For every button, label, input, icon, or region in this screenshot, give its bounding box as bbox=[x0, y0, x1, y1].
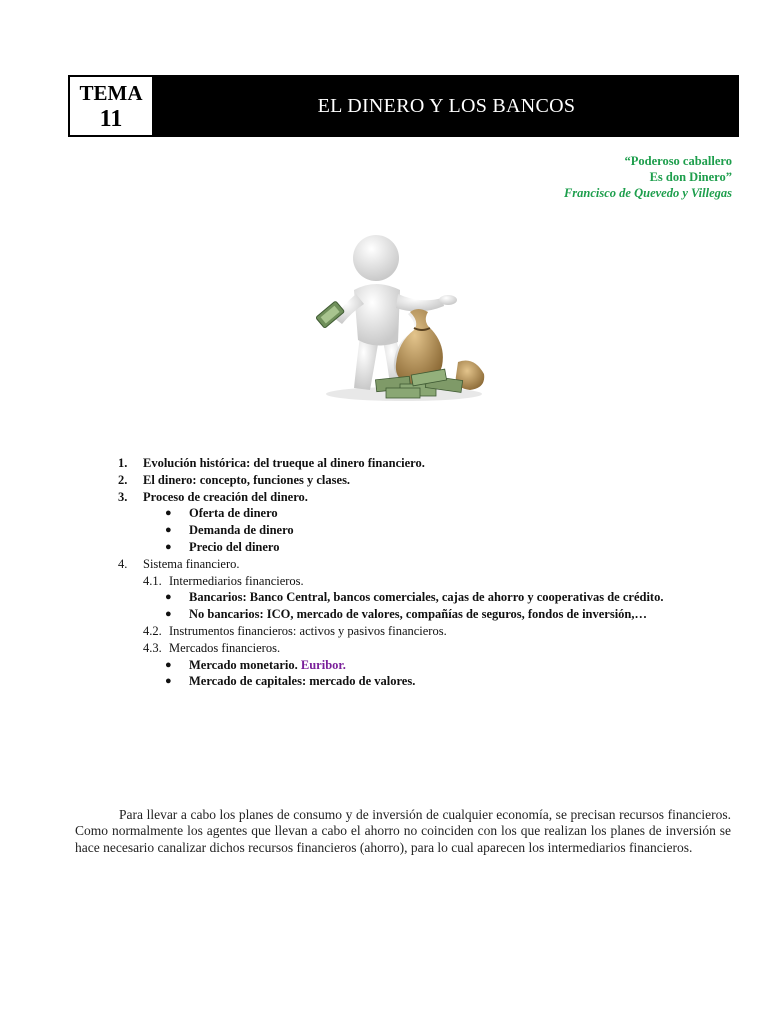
page-title: EL DINERO Y LOS BANCOS bbox=[317, 95, 576, 117]
item-number: 3. bbox=[118, 489, 128, 504]
bullet-item bbox=[165, 505, 738, 522]
item-text: Sistema financiero. bbox=[143, 556, 240, 571]
item-text: El dinero: concepto, funciones y clases. bbox=[143, 472, 351, 487]
bullet-item bbox=[165, 589, 738, 606]
contents-outline bbox=[118, 455, 738, 690]
bullet-icon: ● bbox=[165, 608, 172, 621]
euribor-highlight: Euribor. bbox=[300, 657, 346, 672]
bullet-item bbox=[165, 522, 738, 539]
bullet-item bbox=[165, 657, 738, 674]
tema-number: 11 bbox=[99, 106, 123, 132]
bullet-icon: ● bbox=[165, 675, 172, 688]
subitem-text: Mercados financieros. bbox=[169, 640, 281, 655]
bullet-text: Mercado de capitales: mercado de valores. bbox=[189, 674, 416, 689]
outline-subitem-4-2 bbox=[143, 623, 738, 640]
bullet-text: Oferta de dinero bbox=[189, 506, 278, 521]
item-text: Proceso de creación del dinero. bbox=[143, 489, 308, 504]
bullet-item bbox=[165, 673, 738, 690]
subitem-number: 4.1. bbox=[143, 573, 162, 588]
bullet-text-prefix: Mercado monetario. bbox=[189, 657, 298, 672]
bullet-icon: ● bbox=[165, 524, 172, 537]
quote-line-1: “Poderoso caballero bbox=[624, 154, 732, 168]
tema-label: TEMA bbox=[79, 81, 143, 105]
outline-item-3 bbox=[118, 489, 738, 506]
subitem-text: Intermediarios financieros. bbox=[169, 573, 304, 588]
outline-item-2 bbox=[118, 472, 738, 489]
quote-author: Francisco de Quevedo y Villegas bbox=[563, 186, 732, 200]
outline-item-1 bbox=[118, 455, 738, 472]
subitem-number: 4.2. bbox=[143, 623, 162, 638]
outline-subitem-4-1 bbox=[143, 573, 738, 590]
item-number: 4. bbox=[118, 556, 128, 571]
item-number: 1. bbox=[118, 456, 128, 470]
bullet-text: Precio del dinero bbox=[189, 539, 280, 554]
outline-item-4 bbox=[118, 556, 738, 573]
bullet-text bbox=[189, 658, 346, 672]
bullet-text: Bancarios: Banco Central, bancos comerciales, cajas de ahorro y cooperativas de crédito. bbox=[189, 590, 664, 605]
bullet-text: No bancarios: ICO, mercado de valores, compañías de seguros, fondos de inversión,… bbox=[189, 607, 648, 622]
bullet-icon: ● bbox=[165, 591, 172, 604]
bullet-icon: ● bbox=[165, 540, 172, 553]
title-banner bbox=[68, 75, 739, 137]
person-with-money-icon bbox=[316, 228, 492, 406]
subitem-number: 4.3. bbox=[143, 640, 162, 655]
bullet-text: Demanda de dinero bbox=[189, 523, 294, 538]
bullet-item bbox=[165, 606, 738, 623]
epigraph-quote bbox=[564, 153, 732, 201]
intro-paragraph: Para llevar a cabo los planes de consumo y de inversión de cualquier economía, se precisan recursos financieros. Como normalmente los agentes que llevan a cabo el ahorro no coinciden con los que realizan los planes de inversión se hace necesario canalizar dichos recursos financieros (ahorro), para lo cual aparecen los intermediarios financieros. bbox=[75, 806, 731, 855]
bullet-icon: ● bbox=[165, 658, 172, 671]
outline-subitem-4-3 bbox=[143, 640, 738, 657]
quote-line-2: Es don Dinero” bbox=[649, 170, 732, 184]
item-number: 2. bbox=[118, 472, 128, 487]
bullet-icon: ● bbox=[165, 507, 172, 520]
subitem-text: Instrumentos financieros: activos y pasivos financieros. bbox=[169, 623, 447, 638]
bullet-item bbox=[165, 539, 738, 556]
tema-box bbox=[68, 75, 154, 137]
item-text: Evolución histórica: del trueque al dinero financiero. bbox=[143, 456, 425, 470]
